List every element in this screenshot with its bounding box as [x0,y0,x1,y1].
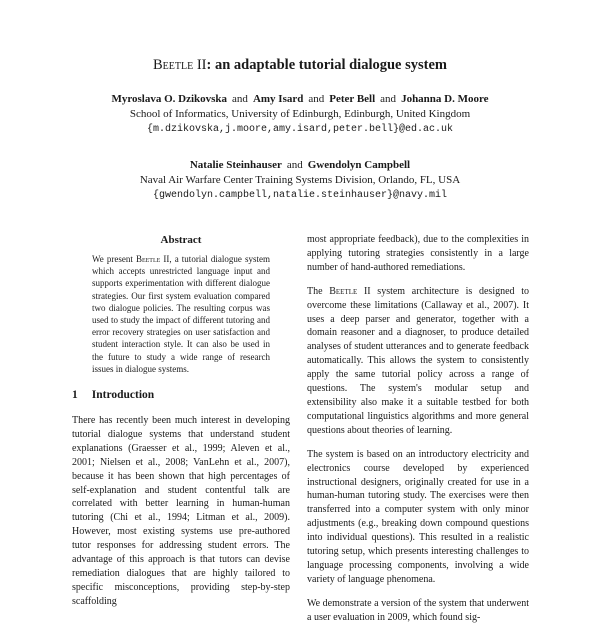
paper-title [0,57,600,74]
author-connector: and [380,93,397,105]
author-name: Gwendolyn Campbell [307,159,411,171]
author-name: Peter Bell [329,93,376,105]
section-heading-introduction [72,388,290,402]
title-system-name: Beetle II [153,57,207,73]
affiliation-2: Naval Air Warfare Center Training Systems Division, Orlando, FL, USA [139,174,461,186]
right-paragraph-1: most appropriate feedback), due to the complexities in applying tutoring strategies consistently in a large number of hand-authored remediations. [307,234,529,273]
introduction-paragraph: There has recently been much interest in developing tutorial dialogue systems that understand student explanations (Graesser et al., 1999; Aleven et al., 2001; Nielsen et al., 2008; VanLehn et al., 2007), because it has been shown that high percentages of self-explanation and student contentful talk are correlated with better learning in human-human tutoring (Chi et al., 1994; Litman et al., 2009). However, most existing systems use pre-authored tutor responses for addressing student errors. The advantage of this approach is that tutors can devise remediation dialogues that are highly tailored to specific misconceptions, providing step-by-step scaffolding [72,415,290,607]
author-name: Natalie Steinhauser [189,159,282,171]
email-2: {gwendolyn.campbell,natalie.steinhauser}@navy.mil [152,190,448,201]
right-paragraph-4: We demonstrate a version of the system that underwent a user evaluation in 2009, which found sig- [307,597,529,623]
author-connector: and [286,159,303,171]
abstract-system-name: Beetle II [135,254,170,264]
p2-system-name: Beetle II [329,285,371,297]
abstract-text-rest: , a tutorial dialogue system which accepts unrestricted language input and supports experimentation with different dialogue strategies. Our first system evaluation compared two dialogue policies. The resulting corpus was used to study the impact of different tutoring and error recovery strategies on user satisfaction and student interaction style. It can also be used in the future to study a wide range of research issues in dialogue systems. [92,254,270,374]
author-connector: and [308,93,325,105]
section-number: 1 [72,389,78,402]
abstract-text-prefix: We present [92,254,136,264]
abstract-text [72,253,290,375]
title-subtitle: : an adaptable tutorial dialogue system [206,57,447,73]
author-names-1 [0,92,600,107]
section-title: Introduction [91,389,155,402]
affiliation-1: School of Informatics, University of Edinburgh, Edinburgh, United Kingdom [129,108,471,120]
author-block-1 [0,92,600,137]
p2-rest: system architecture is designed to overcome these limitations (Callaway et al., 2007). It uses a deep parser and generator, together with a domain reasoner and a diagnoser, to produce detailed analyses of student utterances and to generate feedback automatically. This allows the system to consistently apply the same tutorial policy across a range of questions. The system's modular setup and extensibility also make it a suitable testbed for both computational linguistics algorithms and more general questions about theories of learning. [307,285,529,436]
author-name: Myroslava O. Dzikovska [111,93,228,105]
email-1: {m.dzikovska,j.moore,amy.isard,peter.bell}@ed.ac.uk [146,124,454,135]
author-connector: and [232,93,248,105]
author-names-2 [0,158,600,173]
p2-prefix: The [307,285,330,297]
right-paragraph-2 [307,285,529,438]
right-column [307,233,529,625]
right-paragraph-3: The system is based on an introductory electricity and electronics course developed by experienced instructional designers, originally created for use in a human-human tutoring study. The exercises were then transferred into a computer system with only minor adjustments (e.g., breaking down compound questions into individual questions). This resulted in a realistic tutoring setup, which presents interesting challenges to language processing components, involving a wide variety of language phenomena. [307,448,529,585]
author-block-2 [0,158,600,203]
left-column [72,233,290,609]
author-name: Amy Isard [252,93,304,105]
author-name: Johanna D. Moore [401,93,489,105]
abstract-heading: Abstract [160,234,202,246]
